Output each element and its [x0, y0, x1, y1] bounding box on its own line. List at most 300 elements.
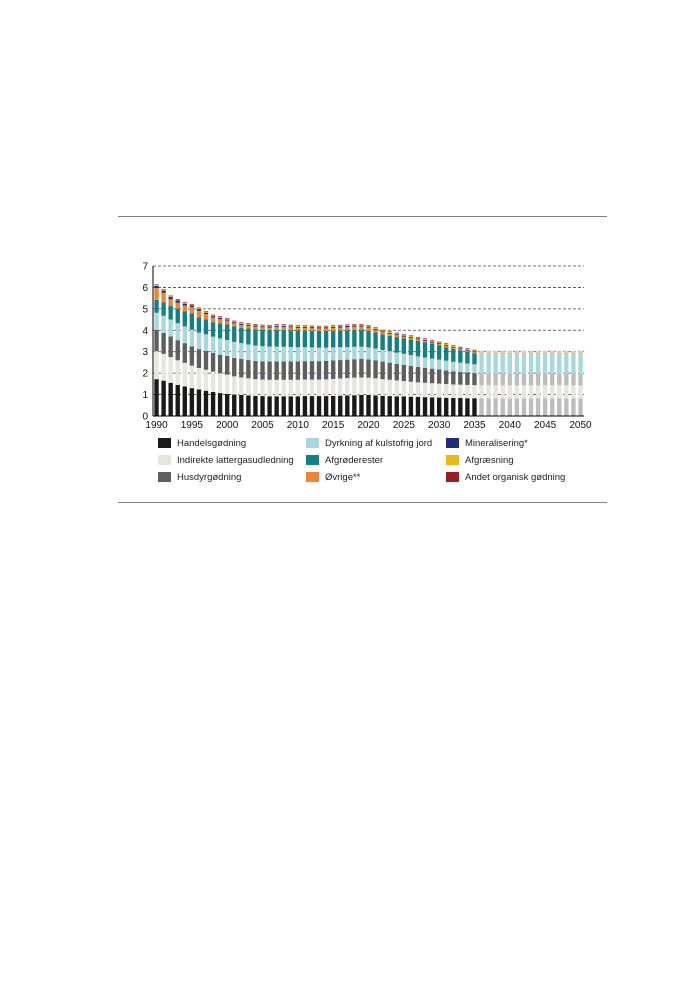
- bar-segment: [225, 320, 229, 321]
- bar-segment: [211, 353, 215, 372]
- bar-segment: [296, 328, 300, 331]
- bar-segment: [296, 331, 300, 348]
- bar-segment: [366, 328, 370, 331]
- bar-segment: [154, 313, 158, 330]
- bar-segment: [430, 397, 434, 416]
- bar-segment: [529, 353, 533, 354]
- bar-segment: [465, 348, 469, 349]
- bar-segment: [211, 317, 215, 322]
- bar-segment: [317, 361, 321, 379]
- bar-segment: [260, 346, 264, 361]
- bar-segment: [310, 326, 314, 327]
- bar-segment: [317, 331, 321, 348]
- bar-segment: [479, 365, 483, 374]
- bar-segment: [303, 396, 307, 416]
- bar-segment: [451, 347, 455, 348]
- bar-segment: [380, 379, 384, 396]
- bar-segment: [168, 383, 172, 416]
- bar-segment: [529, 374, 533, 386]
- bar-segment: [154, 284, 158, 285]
- bar-segment: [486, 374, 490, 386]
- bar-segment: [317, 326, 321, 327]
- bar-segment: [359, 377, 363, 395]
- bar-segment: [317, 348, 321, 362]
- bar-segment: [493, 398, 497, 416]
- bar-segment: [352, 327, 356, 330]
- bar-segment: [239, 377, 243, 395]
- bar-segment: [564, 353, 568, 354]
- bar-segment: [359, 395, 363, 416]
- bar-segment: [515, 353, 519, 354]
- bar-segment: [373, 328, 377, 329]
- bar-segment: [373, 378, 377, 395]
- bar-segment: [557, 374, 561, 386]
- bar-segment: [232, 395, 236, 416]
- bar-segment: [493, 374, 497, 386]
- bar-segment: [395, 333, 399, 334]
- bar-segment: [267, 326, 271, 327]
- bar-segment: [458, 363, 462, 372]
- bar-segment: [260, 325, 264, 326]
- bar-segment: [317, 326, 321, 327]
- x-tick-label: 2050: [569, 420, 592, 431]
- bar-segment: [289, 326, 293, 327]
- bar-segment: [529, 352, 533, 353]
- bar-segment: [409, 335, 413, 336]
- bar-segment: [578, 354, 582, 365]
- legend-swatch: [158, 472, 171, 482]
- bar-segment: [282, 396, 286, 416]
- bar-segment: [416, 367, 420, 382]
- bar-segment: [366, 325, 370, 326]
- bar-segment: [501, 351, 505, 352]
- bar-segment: [458, 398, 462, 416]
- legend-item: [306, 436, 432, 450]
- bar-segment: [218, 318, 222, 319]
- legend-item: [446, 436, 528, 450]
- legend-swatch: [446, 455, 459, 465]
- bar-segment: [529, 398, 533, 416]
- bar-segment: [246, 325, 250, 326]
- bar-segment: [395, 380, 399, 396]
- bar-segment: [395, 334, 399, 335]
- bar-segment: [522, 365, 526, 374]
- bar-segment: [430, 340, 434, 341]
- bar-segment: [472, 398, 476, 416]
- bar-segment: [296, 380, 300, 397]
- bar-segment: [183, 363, 187, 387]
- bar-segment: [324, 328, 328, 331]
- bar-segment: [388, 351, 392, 362]
- bar-segment: [366, 378, 370, 395]
- bar-segment: [366, 331, 370, 348]
- bar-segment: [578, 385, 582, 398]
- bar-segment: [543, 351, 547, 352]
- bar-segment: [211, 372, 215, 392]
- bar-segment: [190, 388, 194, 416]
- bar-segment: [190, 366, 194, 389]
- bar-segment: [416, 341, 420, 356]
- bar-segment: [472, 351, 476, 352]
- bar-segment: [486, 365, 490, 374]
- bar-segment: [479, 398, 483, 416]
- bar-segment: [501, 353, 505, 354]
- bar-segment: [373, 330, 377, 333]
- bar-segment: [338, 360, 342, 378]
- bar-segment: [282, 361, 286, 379]
- x-tick-label: 2000: [216, 420, 239, 431]
- bar-segment: [317, 328, 321, 331]
- legend-label: Øvrige**: [325, 471, 361, 483]
- bar-segment: [345, 327, 349, 330]
- bar-segment: [232, 358, 236, 376]
- bar-segment: [204, 334, 208, 351]
- bar-segment: [324, 379, 328, 396]
- bar-segment: [232, 326, 236, 341]
- bar-segment: [557, 385, 561, 398]
- bar-segment: [317, 327, 321, 328]
- bar-segment: [515, 365, 519, 374]
- bar-segment: [409, 338, 413, 340]
- bar-segment: [331, 328, 335, 331]
- bar-segment: [267, 325, 271, 326]
- bar-segment: [345, 347, 349, 360]
- bar-segment: [176, 300, 180, 301]
- bar-segment: [260, 326, 264, 327]
- bar-segment: [571, 374, 575, 386]
- bar-segment: [168, 296, 172, 297]
- bar-segment: [380, 332, 384, 334]
- legend-label: Indirekte lattergasudledning: [177, 454, 294, 466]
- x-tick-label: 2045: [534, 420, 557, 431]
- bar-segment: [246, 328, 250, 344]
- bar-segment: [550, 374, 554, 386]
- bar-segment: [479, 353, 483, 354]
- bar-segment: [423, 397, 427, 416]
- bar-segment: [501, 352, 505, 353]
- bar-segment: [501, 365, 505, 374]
- bar-segment: [282, 325, 286, 326]
- bar-segment: [458, 349, 462, 350]
- bar-segment: [168, 337, 172, 358]
- bar-segment: [423, 339, 427, 340]
- bar-segment: [161, 293, 165, 303]
- bar-segment: [543, 398, 547, 416]
- bar-segment: [303, 328, 307, 331]
- bar-segment: [458, 347, 462, 348]
- bar-segment: [296, 327, 300, 328]
- bar-segment: [571, 385, 575, 398]
- bar-segment: [402, 336, 406, 337]
- bar-segment: [317, 396, 321, 416]
- bar-segment: [204, 391, 208, 416]
- legend-label: Mineralisering*: [465, 437, 528, 449]
- bar-segment: [373, 360, 377, 378]
- bar-segment: [380, 331, 384, 332]
- bar-segment: [225, 318, 229, 319]
- bar-segment: [289, 325, 293, 326]
- bar-segment: [522, 385, 526, 398]
- legend-swatch: [158, 438, 171, 448]
- legend-item: [306, 453, 383, 467]
- bar-segment: [303, 331, 307, 348]
- bar-segment: [168, 297, 172, 299]
- bar-segment: [359, 330, 363, 347]
- bar-segment: [352, 325, 356, 326]
- bar-segment: [253, 379, 257, 396]
- bar-segment: [493, 354, 497, 365]
- bar-segment: [578, 374, 582, 386]
- bar-segment: [416, 397, 420, 416]
- bar-segment: [246, 326, 250, 329]
- bar-segment: [176, 340, 180, 360]
- bar-segment: [190, 307, 194, 313]
- bar-segment: [458, 372, 462, 385]
- bar-segment: [536, 354, 540, 365]
- bar-segment: [324, 348, 328, 361]
- bar-segment: [218, 355, 222, 374]
- bar-segment: [246, 360, 250, 378]
- bar-segment: [508, 385, 512, 398]
- bar-segment: [331, 396, 335, 416]
- bar-segment: [529, 365, 533, 374]
- bar-segment: [267, 362, 271, 380]
- bar-segment: [267, 347, 271, 362]
- bar-segment: [444, 346, 448, 348]
- bar-segment: [501, 354, 505, 365]
- bar-segment: [176, 360, 180, 385]
- legend-label: Dyrkning af kulstofrig jord: [325, 437, 433, 449]
- bar-segment: [402, 381, 406, 396]
- bar-segment: [176, 323, 180, 340]
- bar-segment: [168, 357, 172, 383]
- bar-segment: [423, 358, 427, 368]
- bar-segment: [168, 299, 172, 305]
- bar-segment: [409, 336, 413, 337]
- bar-segment: [472, 364, 476, 373]
- bar-segment: [239, 324, 243, 325]
- legend-swatch: [306, 455, 319, 465]
- bar-segment: [557, 351, 561, 352]
- bar-segment: [536, 351, 540, 352]
- bar-segment: [324, 326, 328, 327]
- bar-segment: [267, 326, 271, 327]
- bar-segment: [161, 302, 165, 315]
- bar-segment: [479, 351, 483, 352]
- bar-segment: [289, 330, 293, 347]
- bar-segment: [324, 326, 328, 327]
- bar-segment: [176, 299, 180, 300]
- bar-segment: [274, 325, 278, 326]
- bar-segment: [154, 330, 158, 351]
- bar-segment: [324, 331, 328, 348]
- bar-segment: [183, 304, 187, 306]
- bar-segment: [183, 386, 187, 416]
- bar-segment: [366, 347, 370, 359]
- bar-segment: [282, 324, 286, 325]
- bar-segment: [296, 396, 300, 416]
- bar-segment: [324, 361, 328, 379]
- bar-segment: [395, 335, 399, 337]
- bar-segment: [260, 380, 264, 397]
- bar-segment: [154, 285, 158, 286]
- bar-segment: [508, 398, 512, 416]
- bar-segment: [260, 330, 264, 346]
- bar-segment: [430, 343, 434, 345]
- bar-segment: [267, 330, 271, 347]
- bar-segment: [465, 350, 469, 351]
- bar-segment: [564, 352, 568, 353]
- legend-swatch: [446, 472, 459, 482]
- bar-segment: [529, 354, 533, 365]
- bar-segment: [578, 352, 582, 353]
- bar-segment: [253, 326, 257, 327]
- bar-segment: [395, 333, 399, 334]
- bar-segment: [515, 385, 519, 398]
- legend-label: Handelsgødning: [177, 437, 247, 449]
- bar-segment: [395, 364, 399, 381]
- bar-segment: [239, 343, 243, 359]
- bar-segment: [465, 385, 469, 398]
- bar-segment: [437, 370, 441, 384]
- bar-segment: [458, 348, 462, 349]
- bar-segment: [253, 325, 257, 326]
- bar-segment: [239, 322, 243, 323]
- bar-segment: [388, 336, 392, 351]
- bar-segment: [564, 374, 568, 386]
- bar-segment: [176, 303, 180, 309]
- bar-segment: [239, 325, 243, 328]
- bar-segment: [430, 342, 434, 343]
- legend-item: [306, 470, 360, 484]
- bar-segment: [388, 380, 392, 396]
- bar-segment: [253, 396, 257, 416]
- y-tick-label: 2: [142, 368, 148, 380]
- bar-segment: [317, 380, 321, 397]
- bar-segment: [324, 396, 328, 416]
- bar-segment: [310, 396, 314, 416]
- bar-segment: [338, 328, 342, 331]
- bar-segment: [430, 341, 434, 342]
- bar-segment: [550, 353, 554, 354]
- bar-segment: [479, 354, 483, 365]
- bar-segment: [218, 317, 222, 318]
- bar-segment: [522, 374, 526, 386]
- bar-segment: [416, 337, 420, 338]
- y-tick-label: 1: [142, 390, 148, 402]
- bar-segment: [183, 326, 187, 343]
- bar-segment: [564, 354, 568, 365]
- bar-segment: [197, 308, 201, 309]
- bar-segment: [423, 383, 427, 397]
- bar-segment: [204, 351, 208, 370]
- bar-segment: [388, 363, 392, 380]
- bar-segment: [338, 325, 342, 326]
- bar-segment: [345, 330, 349, 347]
- bar-segment: [472, 350, 476, 351]
- bar-segment: [253, 346, 257, 361]
- bar-segment: [437, 384, 441, 398]
- bar-segment: [522, 351, 526, 352]
- bar-segment: [472, 353, 476, 364]
- bar-segment: [161, 316, 165, 333]
- bar-segment: [345, 325, 349, 326]
- bar-segment: [458, 347, 462, 348]
- bar-segment: [508, 374, 512, 386]
- bar-segment: [564, 385, 568, 398]
- bar-segment: [501, 374, 505, 386]
- x-tick-label: 2040: [498, 420, 521, 431]
- bar-segment: [345, 395, 349, 416]
- bar-segment: [359, 347, 363, 359]
- bar-segment: [571, 351, 575, 352]
- bar-segment: [571, 353, 575, 354]
- bar-segment: [282, 326, 286, 327]
- bar-segment: [493, 351, 497, 352]
- bar-segment: [536, 365, 540, 374]
- bar-segment: [564, 398, 568, 416]
- bar-segment: [260, 325, 264, 326]
- bar-segment: [437, 343, 441, 344]
- bar-segment: [345, 326, 349, 327]
- bar-segment: [225, 340, 229, 356]
- bar-segment: [409, 366, 413, 382]
- bar-segment: [183, 302, 187, 303]
- bar-segment: [204, 313, 208, 314]
- bar-segment: [204, 311, 208, 312]
- bar-segment: [458, 350, 462, 362]
- bar-segment: [274, 347, 278, 362]
- bar-segment: [282, 380, 286, 397]
- bar-segment: [423, 341, 427, 343]
- y-tick-label: 7: [142, 261, 148, 273]
- bar-segment: [225, 375, 229, 394]
- bar-segment: [451, 371, 455, 384]
- bar-segment: [402, 334, 406, 335]
- bar-segment: [451, 362, 455, 371]
- bar-segment: [444, 344, 448, 345]
- bar-segment: [366, 359, 370, 377]
- bar-segment: [168, 320, 172, 337]
- bar-segment: [289, 380, 293, 397]
- bar-segment: [154, 300, 158, 313]
- bar-segment: [444, 361, 448, 371]
- bar-segment: [423, 343, 427, 358]
- legend-item: [446, 453, 514, 467]
- bar-segment: [197, 317, 201, 332]
- bar-segment: [232, 323, 236, 326]
- bar-segment: [444, 384, 448, 398]
- bar-segment: [493, 352, 497, 353]
- bar-segment: [338, 379, 342, 396]
- bar-segment: [557, 351, 561, 352]
- bar-segment: [395, 337, 399, 352]
- bar-segment: [239, 359, 243, 377]
- bar-segment: [571, 398, 575, 416]
- bar-segment: [274, 380, 278, 397]
- bar-segment: [176, 385, 180, 416]
- bar-segment: [239, 395, 243, 416]
- bar-segment: [543, 352, 547, 353]
- x-tick-label: 2020: [357, 420, 380, 431]
- bar-segment: [211, 315, 215, 316]
- y-tick-label: 6: [142, 282, 148, 294]
- bar-segment: [352, 347, 356, 359]
- bar-segment: [557, 352, 561, 353]
- bar-segment: [380, 362, 384, 380]
- bar-segment: [204, 314, 208, 319]
- bar-segment: [183, 311, 187, 326]
